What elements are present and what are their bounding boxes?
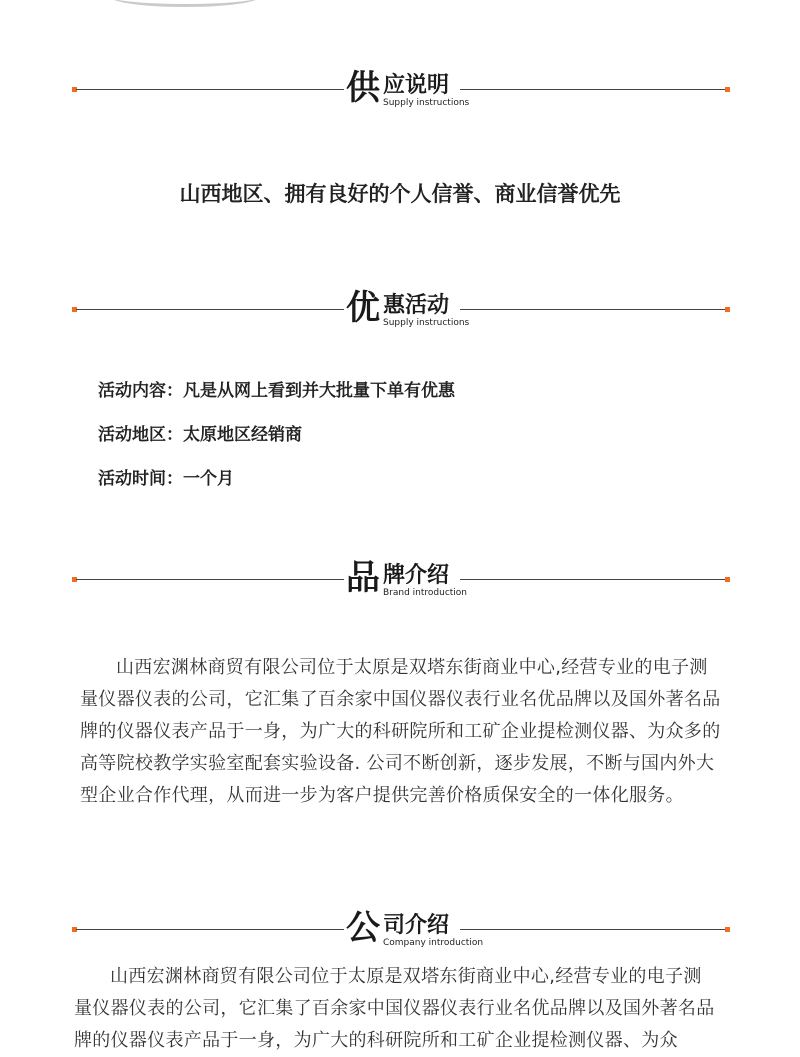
title-english: Brand introduction	[383, 588, 468, 598]
divider-line	[76, 89, 344, 90]
title-text: 惠活动	[383, 293, 450, 318]
section-title	[346, 288, 470, 330]
divider-line	[460, 929, 726, 930]
title-text: 司介绍	[383, 913, 450, 938]
section-title	[346, 68, 470, 110]
section-title	[346, 908, 484, 950]
activity-time: 活动时间：一个月	[98, 469, 234, 489]
divider-line	[76, 579, 344, 580]
accent-dot	[725, 307, 730, 312]
title-text: 牌介绍	[383, 563, 450, 588]
title-english: Supply instructions	[383, 318, 470, 328]
divider-line	[76, 929, 344, 930]
accent-dot	[725, 87, 730, 92]
divider-line	[460, 579, 726, 580]
title-big-char: 公	[346, 908, 380, 948]
title-english: Company introduction	[383, 938, 484, 948]
title-big-char: 优	[346, 288, 380, 328]
brand-introduction: 山西宏渊林商贸有限公司位于太原是双塔东街商业中心,经营专业的电子测量仪器仪表的公司，它汇集了百余家中国仪器仪表行业名优品牌以及国外著名品牌的仪器仪表产品于一身，为广大的科研院所和工矿企业提检测仪器、为众多的高等院校教学实验室配套实验设备. 公司不断创新，逐步发展，不断与国内外大型企业合作代理，从而进一步为客户提供完善价格质保安全的一体化服务。	[80, 657, 721, 806]
section-title	[346, 558, 468, 600]
supply-requirement: 山西地区、拥有良好的个人信誉、商业信誉优先	[179, 182, 621, 206]
section-header-company	[72, 910, 730, 950]
activity-content: 活动内容：凡是从网上看到并大批量下单有优惠	[98, 381, 455, 401]
accent-dot	[725, 927, 730, 932]
section-header-promo	[72, 290, 730, 330]
company-introduction: 山西宏渊林商贸有限公司位于太原是双塔东街商业中心,经营专业的电子测量仪器仪表的公司，它汇集了百余家中国仪器仪表行业名优品牌以及国外著名品牌的仪器仪表产品于一身，为广大的科研院所和工矿企业提检测仪器、为众	[74, 966, 715, 1051]
activity-region: 活动地区：太原地区经销商	[98, 425, 302, 445]
top-decoration	[110, 0, 260, 7]
section-header-brand	[72, 560, 730, 600]
title-big-char: 品	[346, 558, 380, 598]
divider-line	[76, 309, 344, 310]
title-text: 应说明	[383, 73, 450, 98]
title-english: Supply instructions	[383, 98, 470, 108]
accent-dot	[725, 577, 730, 582]
title-big-char: 供	[346, 68, 380, 108]
section-header-supply	[72, 70, 730, 110]
divider-line	[460, 309, 726, 310]
divider-line	[460, 89, 726, 90]
